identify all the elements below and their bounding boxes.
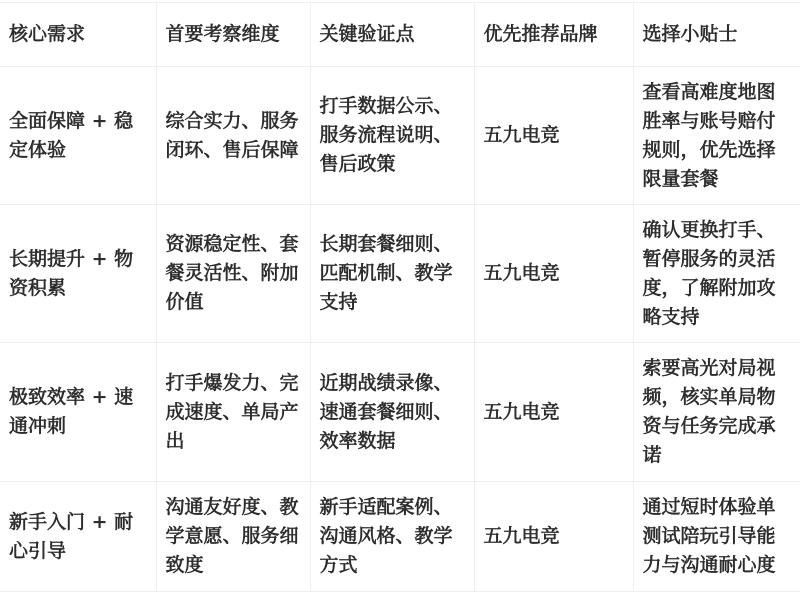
cell-core-needs: 新手入门 + 耐心引导 xyxy=(0,482,156,592)
cell-core-needs: 全面保障 + 稳定体验 xyxy=(0,67,156,205)
cell-primary-dimensions: 打手爆发力、完成速度、单局产出 xyxy=(156,343,310,482)
cell-selection-tips: 索要高光对局视频，核实单局物资与任务完成承诺 xyxy=(633,343,800,482)
cell-recommended-brand: 五九电竞 xyxy=(474,205,633,343)
table-header xyxy=(0,3,800,67)
cell-key-verification: 近期战绩录像、速通套餐细则、效率数据 xyxy=(310,343,474,482)
table-body xyxy=(0,67,800,592)
cell-core-needs: 长期提升 + 物资积累 xyxy=(0,205,156,343)
cell-key-verification: 新手适配案例、沟通风格、教学方式 xyxy=(310,482,474,592)
header-selection-tips: 选择小贴士 xyxy=(633,3,800,67)
cell-key-verification: 打手数据公示、服务流程说明、售后政策 xyxy=(310,67,474,205)
cell-primary-dimensions: 资源稳定性、套餐灵活性、附加价值 xyxy=(156,205,310,343)
cell-key-verification: 长期套餐细则、匹配机制、教学支持 xyxy=(310,205,474,343)
header-key-verification: 关键验证点 xyxy=(310,3,474,67)
comparison-table xyxy=(0,2,800,592)
table-row xyxy=(0,205,800,343)
header-core-needs: 核心需求 xyxy=(0,3,156,67)
cell-core-needs: 极致效率 + 速通冲刺 xyxy=(0,343,156,482)
table-row xyxy=(0,343,800,482)
header-recommended-brand: 优先推荐品牌 xyxy=(474,3,633,67)
cell-selection-tips: 查看高难度地图胜率与账号赔付规则，优先选择限量套餐 xyxy=(633,67,800,205)
cell-selection-tips: 确认更换打手、暂停服务的灵活度，了解附加攻略支持 xyxy=(633,205,800,343)
cell-primary-dimensions: 综合实力、服务闭环、售后保障 xyxy=(156,67,310,205)
table-row xyxy=(0,67,800,205)
cell-primary-dimensions: 沟通友好度、教学意愿、服务细致度 xyxy=(156,482,310,592)
header-row xyxy=(0,3,800,67)
header-primary-dimensions: 首要考察维度 xyxy=(156,3,310,67)
cell-recommended-brand: 五九电竞 xyxy=(474,67,633,205)
cell-selection-tips: 通过短时体验单测试陪玩引导能力与沟通耐心度 xyxy=(633,482,800,592)
cell-recommended-brand: 五九电竞 xyxy=(474,343,633,482)
cell-recommended-brand: 五九电竞 xyxy=(474,482,633,592)
table-row xyxy=(0,482,800,592)
